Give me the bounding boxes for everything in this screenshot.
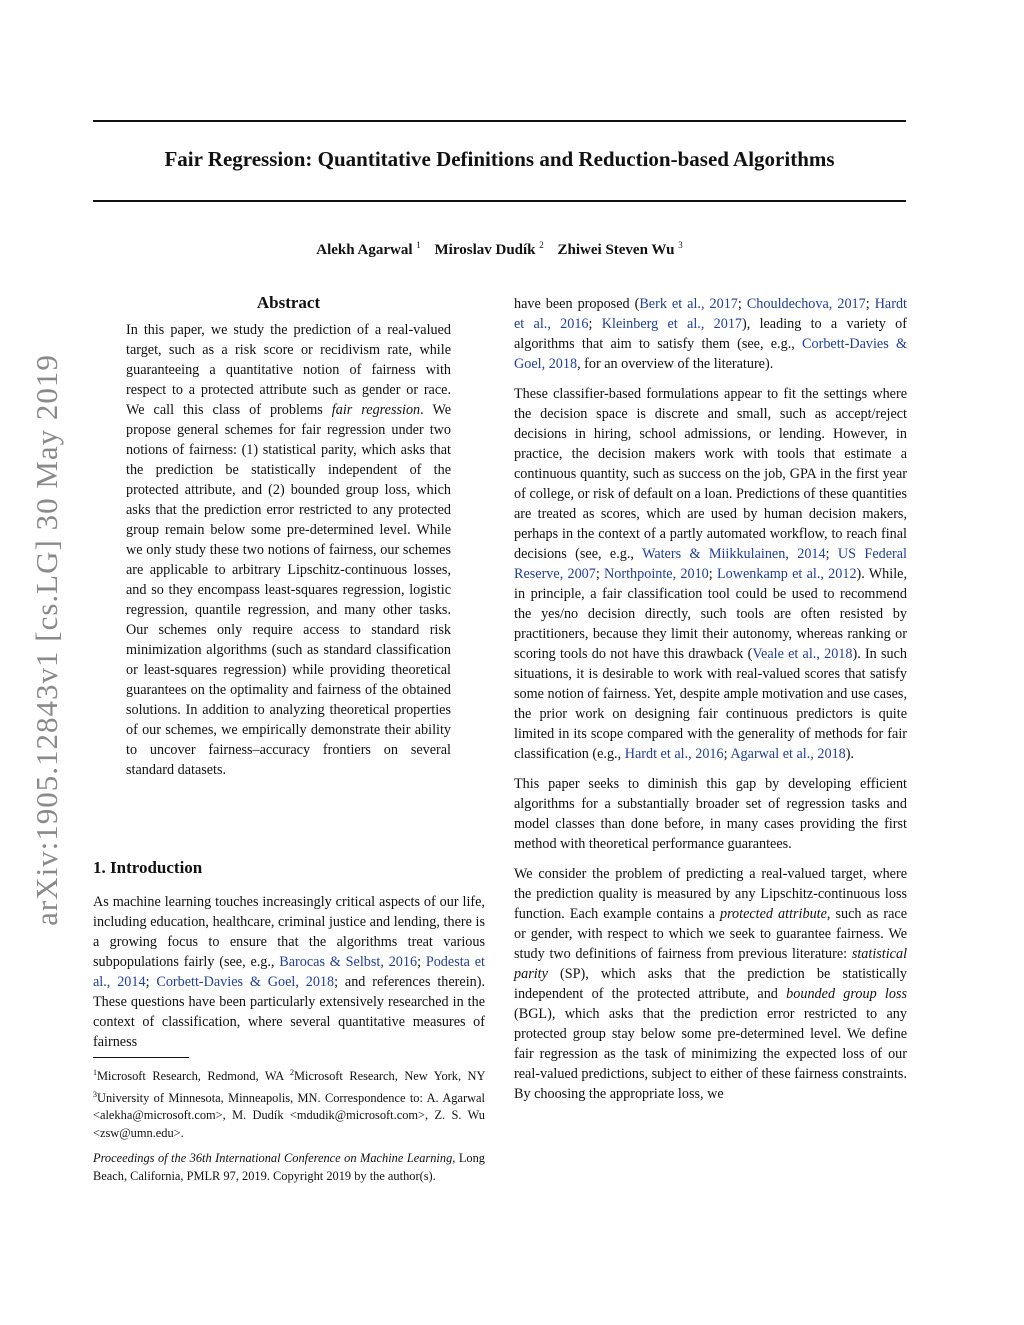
title-rule-bottom	[93, 200, 906, 202]
citation-link[interactable]: US Federal Reserve, 2007	[514, 546, 907, 582]
citation-link[interactable]: Chouldechova, 2017	[746, 296, 866, 312]
citation-link[interactable]: Hardt et al., 2016	[514, 296, 907, 332]
section-heading-introduction: 1. Introduction	[93, 858, 203, 877]
citation-link[interactable]: Lowenkamp et al., 2012	[716, 566, 857, 582]
citation-link[interactable]: Corbett-Davies & Goel, 2018	[514, 336, 908, 372]
author-2: Miroslav Dudík $^2$	[434, 240, 544, 258]
citation-link[interactable]: Barocas & Selbst, 2016	[279, 954, 418, 970]
abstract-body	[126, 320, 451, 780]
footnote-affiliations: $^1$Microsoft Research, Redmond, WA $^2$Microsoft Research, New York, NY $^3$University of Minnesota, Minneapolis, MN. Correspondence to: A. Agarwal <alekha@microsoft.com>, M. Dudík <mdudik@microsoft.com>, Z. S. Wu <zsw@umn.edu>.	[93, 1068, 485, 1140]
arxiv-stamp: arXiv:1905.12843v1 [cs.LG] 30 May 2019	[29, 354, 64, 926]
citation-link[interactable]: Hardt et al., 2016	[624, 746, 724, 762]
author-list	[93, 235, 906, 260]
introduction-body	[93, 892, 485, 1052]
intro-paragraph-1: As machine learning touches increasingly critical aspects of our life, including education, healthcare, criminal justice and lending, there is a growing focus to ensure that the algorithms treat various subpopulations fairly (see, e.g., Barocas & Selbst, 2016; Podesta et al., 2014; Corbett-Davies & Goel, 2018; and references therein). These questions have been particularly extensively researched in the context of classification, where several quantitative measures of fairness	[93, 894, 485, 1050]
right-column-body	[514, 294, 907, 1104]
right-paragraph-0: have been proposed (Berk et al., 2017; Chouldechova, 2017; Hardt et al., 2016; Kleinberg et al., 2017), leading to a variety of algorithms that aim to satisfy them (see, e.g., Corbett-Davies & Goel, 2018, for an overview of the literature).	[514, 296, 908, 372]
citation-link[interactable]: Berk et al., 2017	[639, 296, 738, 312]
footnote-rule	[93, 1057, 189, 1058]
citation-link[interactable]: Northpointe, 2010	[604, 566, 709, 582]
author-1: Alekh Agarwal $^1$	[316, 240, 421, 258]
title-rule-top	[93, 120, 906, 122]
author-3: Zhiwei Steven Wu $^3$	[557, 240, 683, 258]
right-paragraph-3: We consider the problem of predicting a real-valued target, where the prediction quality is measured by any Lipschitz-continuous loss function. Each example contains a protected attribute, such as race or gender, with respect to which we seek to guarantee fairness. We study two definitions of fairness from previous literature: statistical parity (SP), which asks that the prediction be statistically independent of the protected attribute, and bounded group loss (BGL), which asks that the prediction error restricted to any protected group stay below some pre-determined level. We define fair regression as the task of minimizing the expected loss of our real-valued predictions, subject to either of these fairness constraints. By choosing the appropriate loss, we	[514, 866, 908, 1102]
citation-link[interactable]: Kleinberg et al., 2017	[601, 316, 743, 332]
abstract-heading: Abstract	[256, 293, 321, 312]
abstract-paragraph: In this paper, we study the prediction of a real-valued target, such as a risk score or recidivism rate, while guaranteeing a quantitative notion of fairness with respect to a protected attribute such as gender or race. We call this class of problems fair regression. We propose general schemes for fair regression under two notions of fairness: (1) statistical parity, which asks that the prediction be statistically independent of the protected attribute, and (2) bounded group loss, which asks that the prediction error restricted to any protected group remain below some pre-determined level. While we only study these two notions of fairness, our schemes are applicable to arbitrary Lipschitz-continuous losses, and so they encompass least-squares regression, logistic regression, quantile regression, and many other tasks. Our schemes only require access to standard risk minimization algorithms (such as standard classification or least-squares regression) while providing theoretical guarantees on the optimality and fairness of the obtained solutions. In addition to analyzing theoretical properties of our schemes, we empirically demonstrate their ability to uncover fairness–accuracy frontiers on several standard datasets.	[126, 322, 451, 778]
citation-link[interactable]: Corbett-Davies & Goel, 2018	[156, 974, 335, 990]
paper-title: Fair Regression: Quantitative Definitions and Reduction-based Algorithms	[164, 147, 835, 171]
citation-link[interactable]: Agarwal et al., 2018	[730, 746, 846, 762]
citation-link[interactable]: Waters & Miikkulainen, 2014	[642, 546, 826, 562]
right-paragraph-2: This paper seeks to diminish this gap by developing efficient algorithms for a substantially broader set of regression tasks and model classes than done before, in many cases providing the first method with theoretical performance guarantees.	[514, 776, 907, 852]
citation-link[interactable]: Podesta et al., 2014	[93, 954, 485, 990]
footnote-proceedings: Proceedings of the 36th International Conference on Machine Learning, Long Beach, California, PMLR 97, 2019. Copyright 2019 by the author(s).	[93, 1151, 485, 1183]
citation-link[interactable]: Veale et al., 2018	[752, 646, 853, 662]
right-paragraph-1: These classifier-based formulations appear to fit the settings where the decision space is discrete and small, such as accept/reject decisions in hiring, school admissions, or lending. However, in practice, the decision makers work with tools that estimate a continuous quantity, such as success on the job, GPA in the first year of college, or risk of default on a loan. Predictions of these quantities are treated as scores, which are used by human decision makers, perhaps in the context of a partly automated workflow, to reach final decisions (see, e.g., Waters & Miikkulainen, 2014; US Federal Reserve, 2007; Northpointe, 2010; Lowenkamp et al., 2012). While, in principle, a fair classification tool could be used to recommend the yes/no decision directly, such tools are often resisted by practitioners, because they limit their autonomy, whereas ranking or scoring tools do not have this drawback (Veale et al., 2018). In such situations, it is desirable to work with real-valued scores that satisfy some notion of fairness. Yet, despite ample motivation and use cases, the prior work on designing fair continuous predictors is quite limited in its scope compared with the generality of methods for fair classification (e.g., Hardt et al., 2016; Agarwal et al., 2018).	[514, 386, 907, 762]
